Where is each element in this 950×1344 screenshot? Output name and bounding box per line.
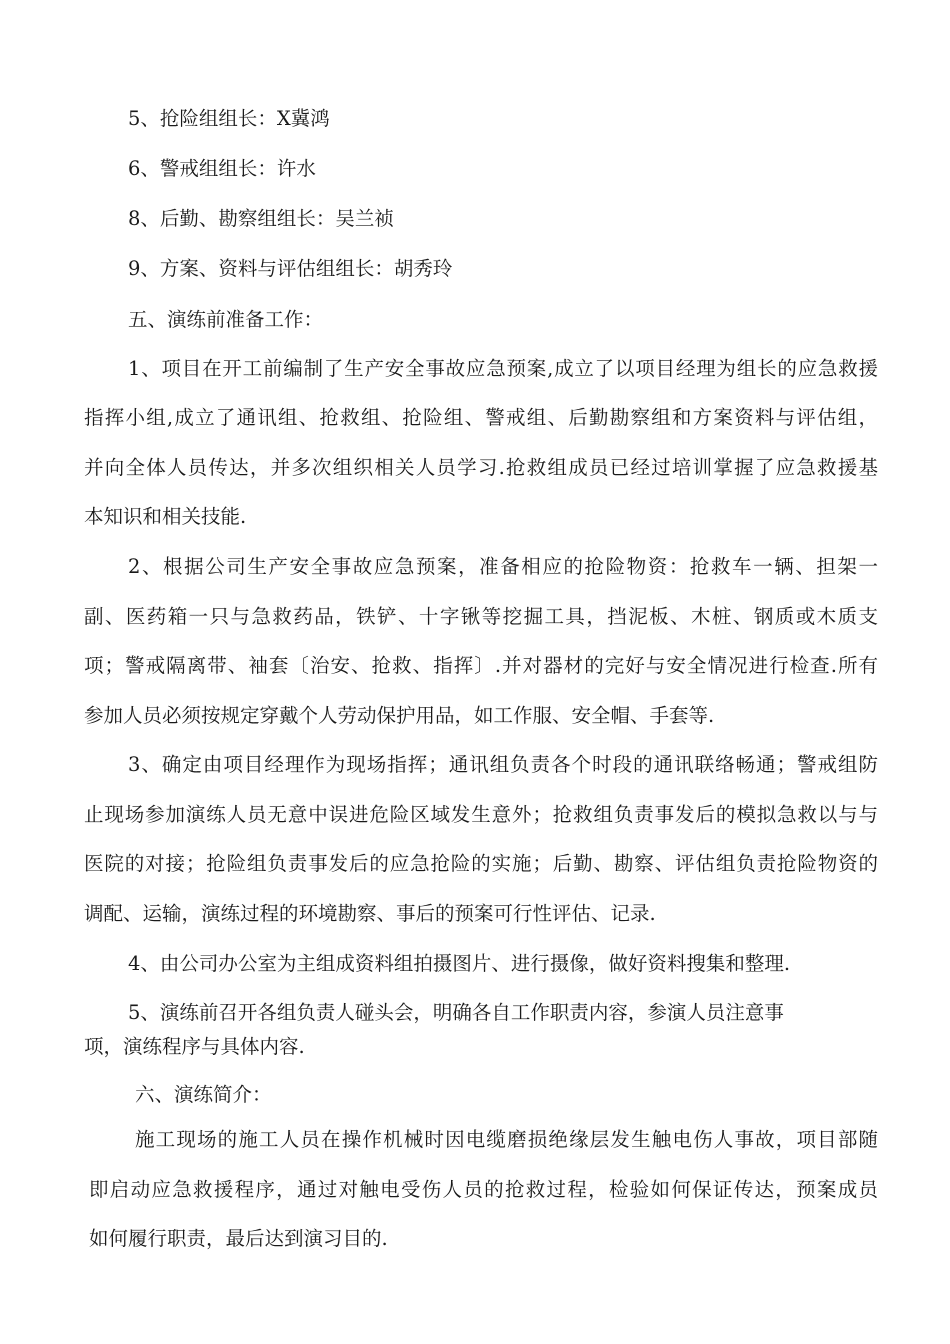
text-line: 止现场参加演练人员无意中误进危险区域发生意外；抢救组负责事发后的模拟急救以与与 [84,803,878,826]
text-line: 6、警戒组组长：许水 [128,157,316,180]
section-heading: 六、演练简介： [135,1083,272,1106]
text-line: 项；警戒隔离带、袖套〔治安、抢救、指挥〕.并对器材的完好与安全情况进行检查.所有 [84,654,878,677]
text-line: 5、抢险组组长：X冀鸿 [128,107,330,130]
text-line: 施工现场的施工人员在操作机械时因电缆磨损绝缘层发生触电伤人事故，项目部随 [135,1128,878,1151]
text-line: 1、项目在开工前编制了生产安全事故应急预案,成立了以项目经理为组长的应急救援 [128,357,878,380]
section-heading: 五、演练前准备工作： [128,308,324,331]
text-line: 2、根据公司生产安全事故应急预案，准备相应的抢险物资：抢救车一辆、担架一 [128,555,878,578]
text-line: 副、医药箱一只与急救药品，铁铲、十字锹等挖掘工具，挡泥板、木桩、钢质或木质支 [84,605,878,628]
text-line: 9、方案、资料与评估组组长：胡秀玲 [128,257,453,280]
text-line: 如何履行职责，最后达到演习目的. [89,1227,388,1250]
text-line: 并向全体人员传达，并多次组织相关人员学习.抢救组成员已经过培训掌握了应急救援基 [84,456,878,479]
text-line: 即启动应急救援程序，通过对触电受伤人员的抢救过程，检验如何保证传达，预案成员 [89,1178,878,1201]
text-line: 8、后勤、勘察组组长：吴兰祯 [128,207,394,230]
text-line: 调配、运输，演练过程的环境勘察、事后的预案可行性评估、记录. [84,902,656,925]
text-line: 参加人员必须按规定穿戴个人劳动保护用品，如工作服、安全帽、手套等. [84,704,715,727]
text-line: 4、由公司办公室为主组成资料组拍摄图片、进行摄像，做好资料搜集和整理. [128,952,791,975]
text-line: 指挥小组,成立了通讯组、抢救组、抢险组、警戒组、后勤勘察组和方案资料与评估组， [84,406,878,429]
text-line: 本知识和相关技能. [84,505,247,528]
text-line: 3、确定由项目经理作为现场指挥；通讯组负责各个时段的通讯联络畅通；警戒组防 [128,753,878,776]
text-line: 5、演练前召开各组负责人碰头会，明确各自工作职责内容，参演人员注意事 [128,1001,784,1024]
text-line: 项，演练程序与具体内容. [84,1035,305,1058]
text-line: 医院的对接；抢险组负责事发后的应急抢险的实施；后勤、勘察、评估组负责抢险物资的 [84,852,878,875]
